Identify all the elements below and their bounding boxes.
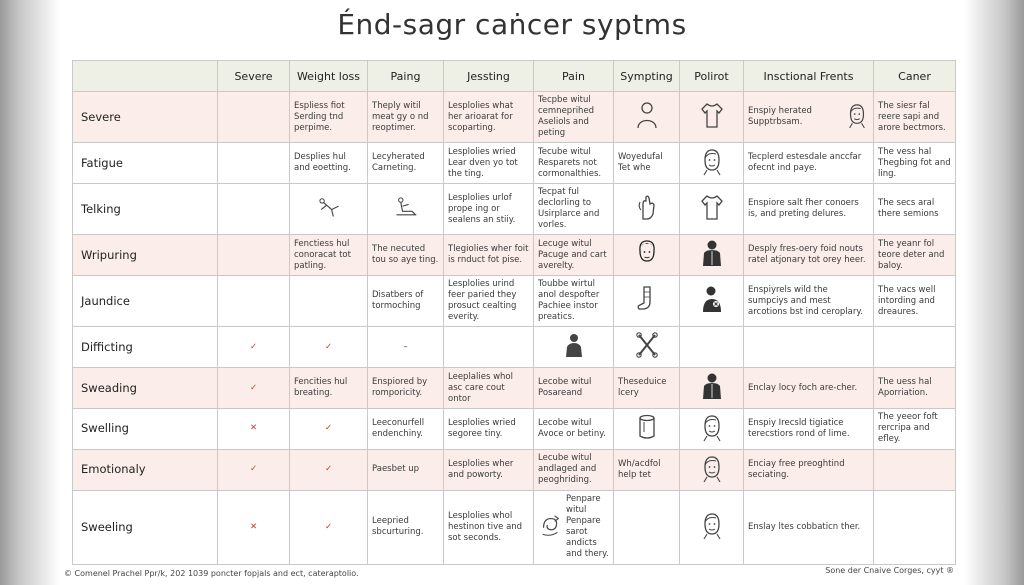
check-mark-icon	[290, 327, 368, 368]
hand-icon	[614, 184, 680, 235]
row-label: Sweading	[73, 368, 218, 409]
table-cell: Lesplolies what her arioarat for scoparting.	[444, 92, 534, 143]
header-cell	[73, 61, 218, 92]
table-cell	[218, 184, 290, 235]
header-cell: Paing	[368, 61, 444, 92]
check-mark-icon	[290, 408, 368, 449]
table-cell: Fenctiess hul conoracat tot patling.	[290, 235, 368, 276]
table-cell	[874, 449, 956, 490]
table-row	[73, 408, 956, 449]
table-cell: Tecube witul Resparets not cormonalthies.	[534, 143, 614, 184]
face-icon	[680, 143, 744, 184]
table-cell: Lesplolies urind feer paried they prosuct cealting everity.	[444, 276, 534, 327]
face-icon	[680, 408, 744, 449]
table-cell: Espliess fiot Serding tnd perpime.	[290, 92, 368, 143]
table-cell: Toubbe wirtul anol despofter Pachiee instor preatics.	[534, 276, 614, 327]
check-icon: ✓	[324, 464, 333, 475]
x-icon: ✕	[249, 423, 258, 434]
man-dark-icon	[680, 235, 744, 276]
pain-person-icon	[680, 276, 744, 327]
table-cell: Theseduice lcery	[614, 368, 680, 409]
check-icon: ✓	[324, 521, 333, 532]
table-cell	[614, 490, 680, 564]
header-cell: Pain	[534, 61, 614, 92]
table-cell: Tecplerd estesdale anccfar ofecnt ind paye.	[744, 143, 874, 184]
table-cell: –	[368, 327, 444, 368]
table-row	[73, 184, 956, 235]
table-cell: The yeanr fol teore deter and baloy.	[874, 235, 956, 276]
table-cell: Lecobe witul Avoce or betiny.	[534, 408, 614, 449]
table-row	[73, 449, 956, 490]
table-cell	[218, 276, 290, 327]
table-cell: The siesr fal reere sapi and arore bectmors.	[874, 92, 956, 143]
header-cell: Weight loss	[290, 61, 368, 92]
check-mark-icon	[290, 449, 368, 490]
table-cell: Lecobe witul Posareand	[534, 368, 614, 409]
boy-icon	[614, 235, 680, 276]
check-mark-icon	[218, 368, 290, 409]
table-cell: Lesplolies wried segoree tiny.	[444, 408, 534, 449]
table-cell: Leeplalies whol asc care cout ontor	[444, 368, 534, 409]
check-mark-icon	[290, 490, 368, 564]
row-label: Sweeling	[73, 490, 218, 564]
footer-copyright: © Comenel Prachel Ppr/k, 202 1039 poncter fopjals and ect, cateraptolio.	[64, 569, 359, 578]
table-row	[73, 327, 956, 368]
table-cell	[874, 327, 956, 368]
check-icon: ✓	[324, 341, 333, 352]
check-mark-icon	[218, 327, 290, 368]
table-cell: Lecube witul andlaged and peoghriding.	[534, 449, 614, 490]
table-cell: Paesbet up	[368, 449, 444, 490]
header-cell: Polirot	[680, 61, 744, 92]
page-title: Énd-sagr caṅcer syptms	[337, 8, 687, 41]
table-cell: Theply witil meat gy o nd reoptimer.	[368, 92, 444, 143]
table-cell: The secs aral there semions	[874, 184, 956, 235]
header-row	[73, 61, 956, 92]
row-label: Jaundice	[73, 276, 218, 327]
table-cell: Enslay ltes cobbaticn ther.	[744, 490, 874, 564]
table-cell: Desplies hul and eoetting.	[290, 143, 368, 184]
header-cell: Sympting	[614, 61, 680, 92]
table-cell: Leeconurfell endenchiny.	[368, 408, 444, 449]
table-cell: Enspiored by romporicity.	[368, 368, 444, 409]
table-cell: The uess hal Aporriation.	[874, 368, 956, 409]
table-cell: Enspiy Irecsld tigiatice terecstiors rond of lime.	[744, 408, 874, 449]
row-label: Fatigue	[73, 143, 218, 184]
face-icon	[680, 449, 744, 490]
table-cell: Disatbers of tormoching	[368, 276, 444, 327]
row-label: Wripuring	[73, 235, 218, 276]
cell-text: Enspiy herated Supptrbsam.	[748, 106, 812, 128]
table-cell: Enspiore salt fher conoers is, and preting delures.	[744, 184, 874, 235]
table-row	[73, 368, 956, 409]
row-label: Emotionaly	[73, 449, 218, 490]
table-cell	[290, 276, 368, 327]
table-row	[73, 143, 956, 184]
check-icon: ✓	[249, 341, 258, 352]
table-cell: The necuted tou so aye ting.	[368, 235, 444, 276]
table-row	[73, 490, 956, 564]
row-label: Difficting	[73, 327, 218, 368]
man-dark-icon	[680, 368, 744, 409]
symptom-table	[72, 60, 956, 565]
person-icon	[614, 92, 680, 143]
table-cell: Woyedufal Tet whe	[614, 143, 680, 184]
header-cell: Severe	[218, 61, 290, 92]
table-cell	[444, 327, 534, 368]
table-cell	[744, 327, 874, 368]
table-cell: Lesplolies urlof prope ing or sealens an stiiy.	[444, 184, 534, 235]
table-row	[73, 235, 956, 276]
table-cell	[680, 327, 744, 368]
table-cell	[218, 143, 290, 184]
table-cell: Lesplolies whol hestinon tive and sot seconds.	[444, 490, 534, 564]
person-solid-icon	[534, 327, 614, 368]
check-icon: ✓	[324, 423, 333, 434]
table-cell: Enspiyrels wild the sumpciys and mest arcotions bst ind ceroplary.	[744, 276, 874, 327]
x-icon: ✕	[249, 521, 258, 532]
cell-text: Penpare witul Penpare sarot andicts and thery.	[566, 494, 609, 560]
table-cell: Lesplolies wher and poworty.	[444, 449, 534, 490]
table-cell: Fencities hul breating.	[290, 368, 368, 409]
table-cell: Lesplolies wried Lear dven yo tot the ting.	[444, 143, 534, 184]
table-cell	[218, 235, 290, 276]
swirl-icon	[538, 511, 562, 543]
footer-source: Sone der Cnaive Corges, cyyt ®	[825, 566, 954, 575]
face-icon	[845, 101, 869, 133]
cup-icon	[614, 408, 680, 449]
header-cell: Insctional Frents	[744, 61, 874, 92]
header-cell: Jessting	[444, 61, 534, 92]
table-cell: Tecpat ful declorling to Usirplarce and vorles.	[534, 184, 614, 235]
table-row	[73, 276, 956, 327]
table-cell: Wh/acdfol help tet	[614, 449, 680, 490]
check-icon: ✓	[249, 382, 258, 393]
table-cell	[744, 92, 874, 143]
table-cell: Enclay locy foch are-cher.	[744, 368, 874, 409]
table-cell: Leepried sbcurturing.	[368, 490, 444, 564]
table-cell: The vacs well intording and dreaures.	[874, 276, 956, 327]
row-label: Severe	[73, 92, 218, 143]
check-icon: ✓	[249, 464, 258, 475]
table-row	[73, 92, 956, 143]
table-cell: Desply fres-oery foid nouts ratel atjonary tot orey heer.	[744, 235, 874, 276]
cross-mark-icon	[218, 490, 290, 564]
table-cell: The vess hal Thegbing fot and ling.	[874, 143, 956, 184]
header-cell: Caner	[874, 61, 956, 92]
shirt-icon	[680, 184, 744, 235]
table-cell: Lecuge witul Pacuge and cart averelty.	[534, 235, 614, 276]
row-label: Telking	[73, 184, 218, 235]
table-cell: The yeeor foft rercripa and efley.	[874, 408, 956, 449]
bones-icon	[614, 327, 680, 368]
table-cell: Lecyherated Carneting.	[368, 143, 444, 184]
document-sheet	[60, 0, 964, 585]
table-cell: Enciay free preoghtind seciating.	[744, 449, 874, 490]
table-cell	[218, 92, 290, 143]
lying-icon	[290, 184, 368, 235]
table-cell: Tlegiolies wher foit is rnduct fot pise.	[444, 235, 534, 276]
check-mark-icon	[218, 449, 290, 490]
table-cell: Tecpbe witul cemneprihed Aseliols and peting	[534, 92, 614, 143]
face-icon	[680, 490, 744, 564]
row-label: Swelling	[73, 408, 218, 449]
table-cell	[874, 490, 956, 564]
shirt-icon	[680, 92, 744, 143]
sitting-icon	[368, 184, 444, 235]
cross-mark-icon	[218, 408, 290, 449]
table-cell	[534, 490, 614, 564]
leg-icon	[614, 276, 680, 327]
